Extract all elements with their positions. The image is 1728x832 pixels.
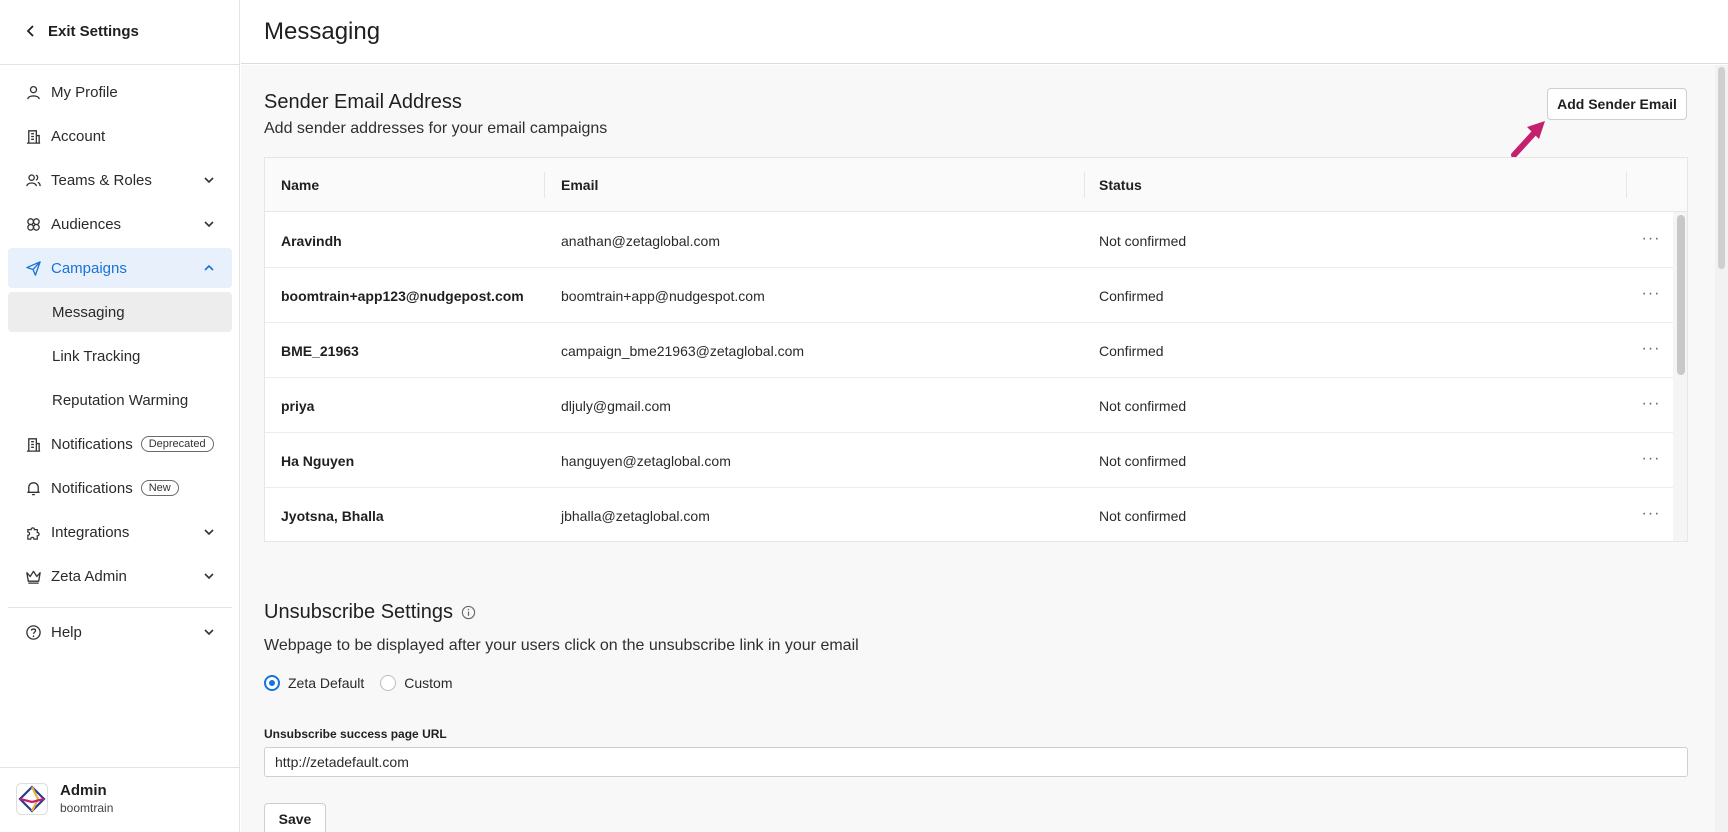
row-more-options-icon[interactable]: ··· bbox=[1641, 395, 1661, 412]
column-divider bbox=[1084, 172, 1085, 198]
sender-status: Not confirmed bbox=[1099, 232, 1187, 249]
sender-email: hanguyen@zetaglobal.com bbox=[561, 452, 731, 469]
sidebar-subitem-messaging[interactable] bbox=[8, 292, 232, 332]
sender-status: Not confirmed bbox=[1099, 397, 1187, 414]
sidebar-item-label: Account bbox=[51, 127, 106, 145]
sender-email: dljuly@gmail.com bbox=[561, 397, 671, 414]
sidebar-help-nav bbox=[8, 612, 232, 656]
add-sender-email-button[interactable]: Add Sender Email bbox=[1547, 88, 1687, 120]
sidebar-item-label: Zeta Admin bbox=[51, 567, 127, 585]
chevron-down-icon bbox=[202, 217, 216, 231]
sender-status: Confirmed bbox=[1099, 287, 1164, 304]
sidebar-divider bbox=[0, 64, 240, 65]
sender-status: Not confirmed bbox=[1099, 507, 1187, 524]
unsubscribe-title-text: Unsubscribe Settings bbox=[264, 601, 453, 623]
column-header-name[interactable]: Name bbox=[281, 177, 320, 193]
chevron-up-icon bbox=[202, 261, 216, 275]
sidebar-subitem-label: Reputation Warming bbox=[52, 391, 189, 409]
sidebar-item-label: Integrations bbox=[51, 523, 130, 541]
chevron-down-icon bbox=[202, 569, 216, 583]
sender-name: Aravindh bbox=[281, 232, 342, 249]
building-icon bbox=[24, 127, 42, 145]
new-badge: New bbox=[141, 480, 179, 496]
unsubscribe-section-subtitle: Webpage to be displayed after your users click on the unsubscribe link in your email bbox=[264, 637, 859, 654]
send-icon bbox=[24, 259, 42, 277]
crown-icon bbox=[24, 567, 42, 585]
sender-status: Confirmed bbox=[1099, 342, 1164, 359]
person-icon bbox=[24, 83, 42, 101]
radio-custom[interactable] bbox=[380, 675, 452, 691]
sender-section-title: Sender Email Address bbox=[264, 91, 462, 113]
sidebar-item-campaigns[interactable] bbox=[8, 248, 232, 288]
sidebar-divider bbox=[0, 767, 240, 768]
page-title: Messaging bbox=[264, 18, 381, 45]
sidebar-subitem-label: Link Tracking bbox=[52, 347, 141, 365]
page-scrollbar[interactable] bbox=[1715, 65, 1728, 832]
exit-settings-button[interactable] bbox=[24, 18, 139, 44]
deprecated-badge: Deprecated bbox=[141, 436, 214, 452]
unsubscribe-section-title bbox=[264, 601, 476, 624]
sender-name: boomtrain+app123@nudgepost.com bbox=[281, 287, 524, 304]
column-divider bbox=[1626, 172, 1627, 198]
radio-label: Custom bbox=[404, 675, 453, 691]
table-scrollbar[interactable] bbox=[1673, 212, 1688, 542]
sender-email: campaign_bme21963@zetaglobal.com bbox=[561, 342, 805, 359]
chevron-down-icon bbox=[202, 173, 216, 187]
sender-section-subtitle: Add sender addresses for your email campaigns bbox=[264, 120, 608, 137]
sidebar-divider bbox=[8, 607, 232, 608]
page-header bbox=[241, 0, 1728, 64]
sidebar-item-teams-roles[interactable] bbox=[8, 160, 232, 200]
table-header bbox=[265, 158, 1688, 212]
audience-icon bbox=[24, 215, 42, 233]
sender-name: Jyotsna, Bhalla bbox=[281, 507, 384, 524]
table-row[interactable] bbox=[265, 213, 1673, 268]
sender-email: boomtrain+app@nudgespot.com bbox=[561, 287, 765, 304]
radio-zeta-default[interactable] bbox=[264, 675, 364, 691]
sidebar-item-label: Notifications bbox=[51, 479, 133, 497]
table-row[interactable] bbox=[265, 488, 1673, 542]
sidebar-item-notifications-deprecated[interactable] bbox=[8, 424, 232, 464]
table-row[interactable] bbox=[265, 433, 1673, 488]
sidebar-item-audiences[interactable] bbox=[8, 204, 232, 244]
radio-selected-icon bbox=[264, 675, 280, 691]
user-profile[interactable] bbox=[16, 782, 113, 815]
sender-email: jbhalla@zetaglobal.com bbox=[561, 507, 710, 524]
sidebar-item-account[interactable] bbox=[8, 116, 232, 156]
column-divider bbox=[544, 172, 545, 198]
sidebar-item-label: Campaigns bbox=[51, 259, 127, 277]
sidebar-nav bbox=[8, 72, 232, 600]
table-row[interactable] bbox=[265, 268, 1673, 323]
sidebar-item-help[interactable] bbox=[8, 612, 232, 652]
sidebar-subitem-link-tracking[interactable] bbox=[8, 336, 232, 376]
chevron-left-icon bbox=[24, 24, 38, 38]
sender-email: anathan@zetaglobal.com bbox=[561, 232, 720, 249]
unsubscribe-page-options bbox=[264, 675, 453, 691]
sidebar-subitem-label: Messaging bbox=[52, 303, 125, 321]
help-circle-icon bbox=[24, 623, 42, 641]
chevron-down-icon bbox=[202, 525, 216, 539]
unsubscribe-url-label: Unsubscribe success page URL bbox=[264, 727, 447, 741]
exit-settings-label: Exit Settings bbox=[48, 22, 139, 40]
sidebar-item-notifications-new[interactable] bbox=[8, 468, 232, 508]
sidebar-item-label: Audiences bbox=[51, 215, 122, 233]
column-header-status[interactable]: Status bbox=[1099, 177, 1142, 193]
sender-name: priya bbox=[281, 397, 315, 414]
sidebar-item-label: Notifications bbox=[51, 435, 133, 453]
radio-label: Zeta Default bbox=[288, 675, 365, 691]
puzzle-icon bbox=[24, 523, 42, 541]
page-scrollbar-thumb[interactable] bbox=[1718, 67, 1725, 269]
save-button[interactable]: Save bbox=[264, 803, 326, 832]
main-content bbox=[241, 65, 1715, 832]
info-icon[interactable] bbox=[461, 605, 476, 620]
radio-unselected-icon bbox=[380, 675, 396, 691]
building-icon bbox=[24, 435, 42, 453]
pointer-arrow-icon bbox=[1509, 115, 1549, 159]
row-more-options-icon[interactable]: ··· bbox=[1641, 340, 1661, 357]
zeta-logo-icon bbox=[16, 783, 48, 815]
bell-icon bbox=[24, 479, 42, 497]
row-more-options-icon[interactable]: ··· bbox=[1641, 230, 1661, 247]
table-scrollbar-thumb[interactable] bbox=[1677, 215, 1685, 375]
sidebar-subitem-reputation-warming[interactable] bbox=[8, 380, 232, 420]
settings-sidebar bbox=[0, 0, 240, 832]
sidebar-item-my-profile[interactable] bbox=[8, 72, 232, 112]
column-header-email[interactable]: Email bbox=[561, 177, 599, 193]
sidebar-item-label: Help bbox=[51, 623, 82, 641]
row-more-options-icon[interactable]: ··· bbox=[1641, 505, 1661, 522]
sender-email-table bbox=[264, 157, 1688, 542]
sidebar-item-integrations[interactable] bbox=[8, 512, 232, 552]
sender-name: Ha Nguyen bbox=[281, 452, 355, 469]
sidebar-item-label: Teams & Roles bbox=[51, 171, 152, 189]
sidebar-item-zeta-admin[interactable] bbox=[8, 556, 232, 596]
row-more-options-icon[interactable]: ··· bbox=[1641, 450, 1661, 467]
table-row[interactable] bbox=[265, 323, 1673, 378]
people-icon bbox=[24, 171, 42, 189]
chevron-down-icon bbox=[202, 625, 216, 639]
user-org: boomtrain bbox=[60, 801, 114, 815]
table-row[interactable] bbox=[265, 378, 1673, 433]
sender-name: BME_21963 bbox=[281, 342, 359, 359]
user-name: Admin bbox=[60, 782, 107, 799]
sidebar-item-label: My Profile bbox=[51, 83, 118, 101]
row-more-options-icon[interactable]: ··· bbox=[1641, 285, 1661, 302]
sender-status: Not confirmed bbox=[1099, 452, 1187, 469]
unsubscribe-url-input[interactable] bbox=[264, 747, 1688, 777]
